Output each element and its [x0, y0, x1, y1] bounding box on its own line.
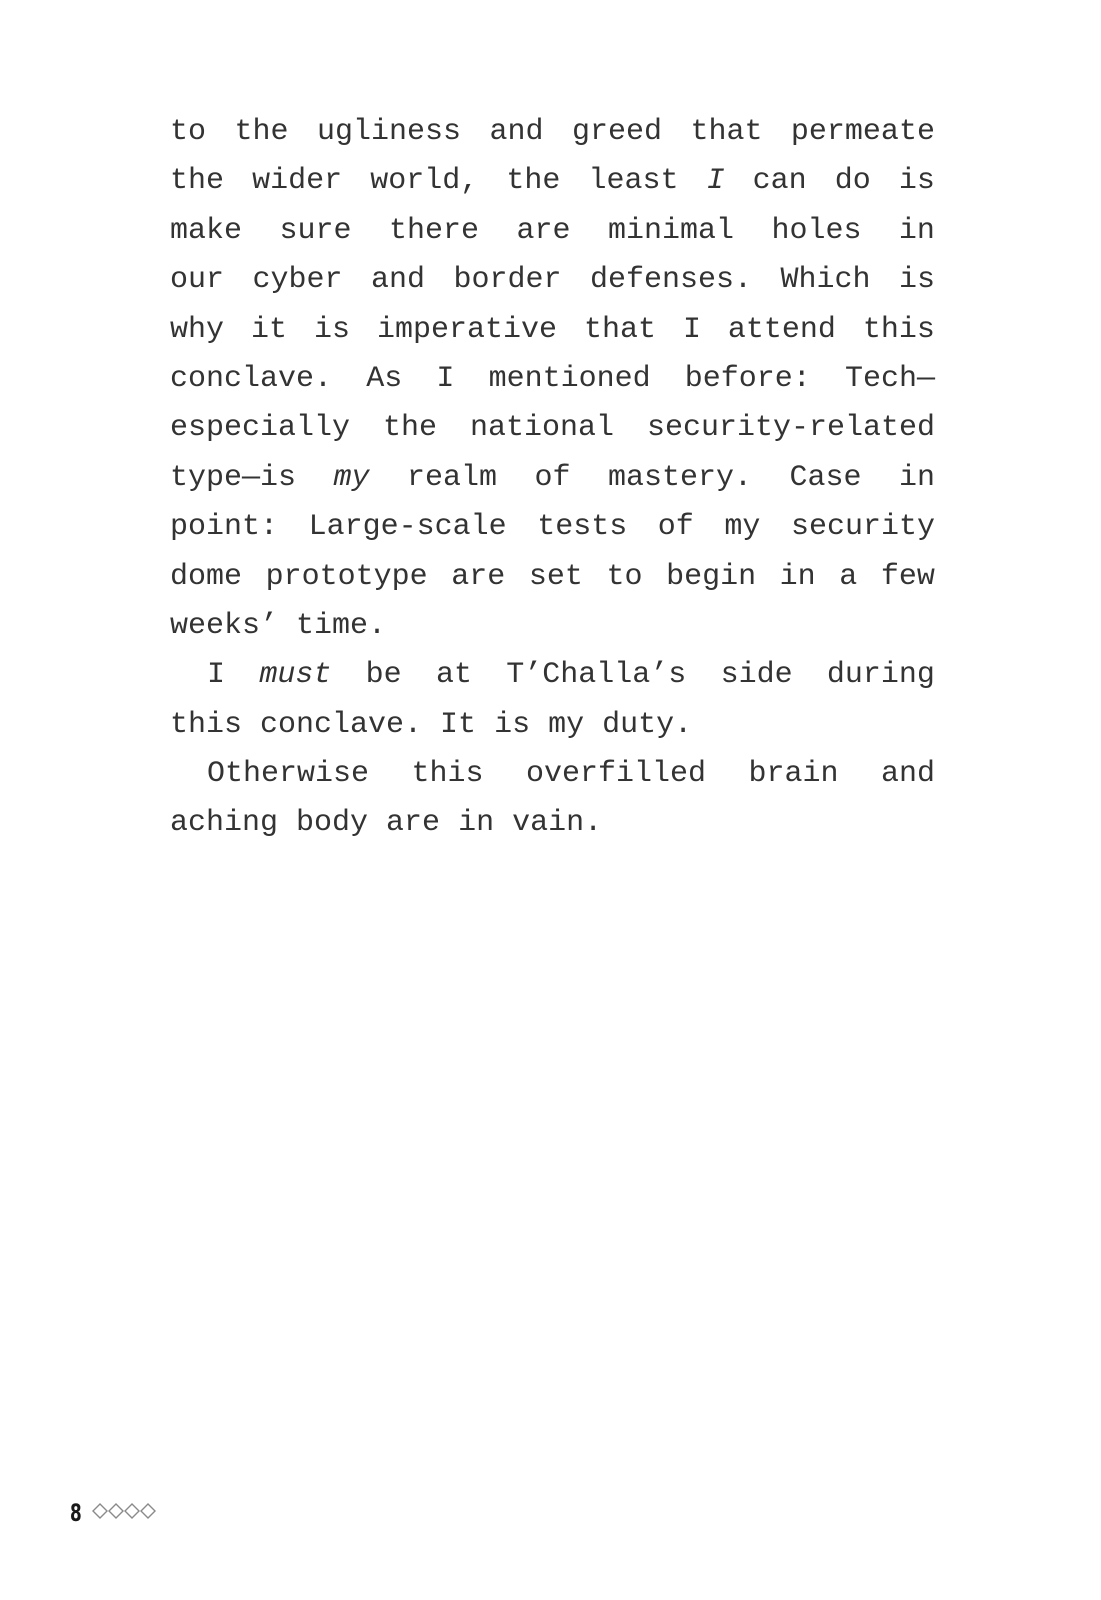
word: border: [453, 263, 562, 298]
text-line: [170, 108, 935, 157]
text-line: [170, 701, 935, 750]
word: dome: [170, 559, 243, 594]
word: the: [506, 164, 561, 199]
word: especially: [170, 411, 351, 446]
word: world,: [370, 164, 479, 199]
word: few: [880, 559, 935, 594]
word: Large-scale: [308, 510, 507, 545]
word: my: [333, 460, 370, 495]
word: of: [657, 510, 694, 545]
text-line: [170, 553, 935, 602]
word: I: [706, 164, 725, 199]
word: I: [207, 658, 226, 693]
word: I: [436, 361, 455, 396]
word: before:: [684, 361, 811, 396]
word: during: [826, 658, 935, 693]
word: is: [313, 312, 350, 347]
word: this: [170, 707, 243, 742]
word: mastery.: [607, 460, 752, 495]
word: the: [170, 164, 225, 199]
page-number: 8: [70, 1499, 82, 1527]
word: begin: [666, 559, 757, 594]
word: side: [720, 658, 793, 693]
word: in: [898, 460, 935, 495]
word: As: [366, 361, 403, 396]
word: national: [469, 411, 614, 446]
word: this: [862, 312, 935, 347]
word: and: [370, 263, 425, 298]
word: body: [296, 806, 369, 841]
text-line: [170, 602, 935, 651]
word: at: [435, 658, 472, 693]
word: and: [880, 757, 935, 792]
word: is: [898, 263, 935, 298]
word: is: [494, 707, 531, 742]
word: can: [752, 164, 807, 199]
text-line: [170, 799, 935, 848]
word: that: [690, 115, 763, 149]
word: security-related: [646, 411, 935, 446]
word: conclave.: [170, 361, 333, 396]
word: it: [250, 312, 287, 347]
text-line: [170, 157, 935, 206]
word: attend: [727, 312, 836, 347]
word: overfilled: [525, 757, 707, 792]
word: vain.: [512, 806, 603, 841]
word: cyber: [252, 263, 343, 298]
word: holes: [771, 213, 862, 248]
word: Tech—: [844, 361, 935, 396]
word: imperative: [376, 312, 557, 347]
diamond-chain-icon: [92, 1503, 158, 1524]
word: set: [528, 559, 583, 594]
text-line: [170, 503, 935, 552]
word: must: [259, 658, 332, 693]
word: tests: [537, 510, 628, 545]
body-text: [170, 108, 935, 849]
word: in: [458, 806, 495, 841]
text-line: [170, 207, 935, 256]
word: aching: [170, 806, 279, 841]
word: permeate: [790, 115, 935, 149]
word: that: [583, 312, 656, 347]
word: Case: [789, 460, 862, 495]
word: security: [790, 510, 935, 545]
word: are: [386, 806, 441, 841]
word: duty.: [602, 707, 693, 742]
text-line: [170, 651, 935, 700]
word: least: [588, 164, 679, 199]
text-line: [170, 750, 935, 799]
word: make: [170, 213, 243, 248]
word: realm: [406, 460, 497, 495]
word: type—is: [170, 460, 297, 495]
text-line: [170, 404, 935, 453]
word: there: [388, 213, 479, 248]
word: a: [839, 559, 858, 594]
word: I: [682, 312, 701, 347]
word: this: [411, 757, 484, 792]
word: are: [451, 559, 506, 594]
word: to: [170, 115, 207, 149]
word: in: [779, 559, 816, 594]
word: in: [898, 213, 935, 248]
word: time.: [296, 608, 387, 643]
word: brain: [748, 757, 839, 792]
word: to: [606, 559, 643, 594]
text-line: [170, 306, 935, 355]
word: conclave.: [260, 707, 423, 742]
word: ugliness: [316, 115, 461, 149]
word: why: [170, 312, 225, 347]
word: is: [898, 164, 935, 199]
word: and: [489, 115, 544, 149]
word: do: [834, 164, 871, 199]
word: point:: [170, 510, 279, 545]
text-line: [170, 454, 935, 503]
word: Otherwise: [207, 757, 370, 792]
word: prototype: [265, 559, 428, 594]
word: greed: [571, 115, 662, 149]
word: are: [516, 213, 571, 248]
word: weeks’: [170, 608, 279, 643]
word: the: [382, 411, 437, 446]
text-line: [170, 355, 935, 404]
word: of: [534, 460, 571, 495]
word: my: [548, 707, 585, 742]
word: minimal: [607, 213, 734, 248]
word: our: [170, 263, 225, 298]
word: T’Challa’s: [506, 658, 687, 693]
word: mentioned: [488, 361, 651, 396]
text-line: [170, 256, 935, 305]
page-footer: [70, 1498, 158, 1528]
word: sure: [279, 213, 352, 248]
word: defenses.: [589, 263, 752, 298]
word: the: [234, 115, 289, 149]
word: wider: [252, 164, 343, 199]
word: Which: [780, 263, 871, 298]
word: It: [440, 707, 477, 742]
word: my: [724, 510, 761, 545]
word: be: [365, 658, 402, 693]
